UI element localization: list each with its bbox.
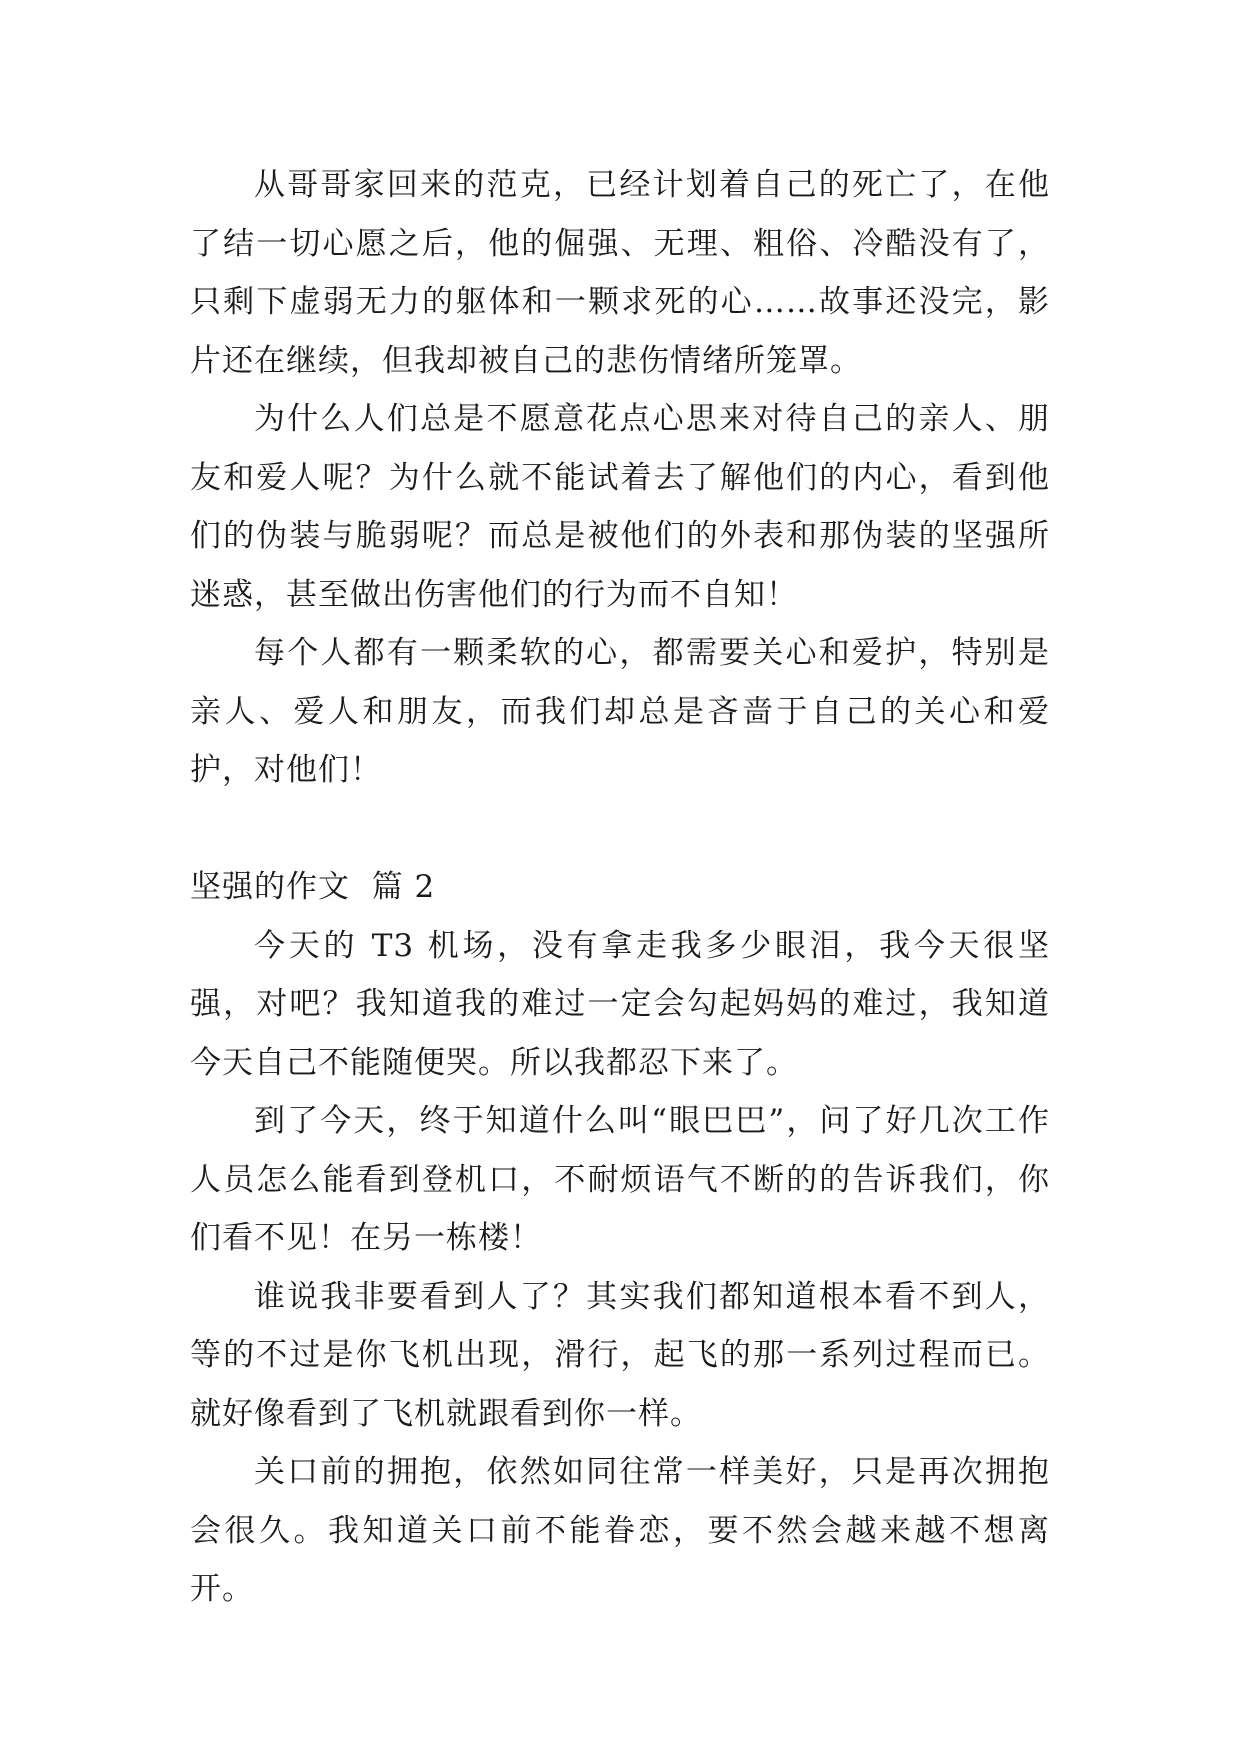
section-gap — [190, 800, 1050, 859]
paragraph: 到了今天，终于知道什么叫“眼巴巴”，问了好几次工作人员怎么能看到登机口，不耐烦语气不断的的告诉我们，你们看不见！在另一栋楼！ — [190, 1103, 1050, 1256]
section-title: 坚强的作文 篇 2 — [190, 869, 436, 905]
document-page — [190, 156, 1050, 1619]
paragraph: 每个人都有一颗柔软的心，都需要关心和爱护，特别是亲人、爱人和朋友，而我们却总是吝啬于自己的关心和爱护，对他们！ — [190, 635, 1050, 788]
paragraph: 关口前的拥抱，依然如同往常一样美好，只是再次拥抱会很久。我知道关口前不能眷恋，要不然会越来越不想离开。 — [190, 1454, 1050, 1607]
paragraph: 今天的 T3 机场，没有拿走我多少眼泪，我今天很坚强，对吧？我知道我的难过一定会勾起妈妈的难过，我知道今天自己不能随便哭。所以我都忍下来了。 — [190, 927, 1050, 1081]
paragraph: 谁说我非要看到人了？其实我们都知道根本看不到人，等的不过是你飞机出现，滑行，起飞的那一系列过程而已。就好像看到了飞机就跟看到你一样。 — [190, 1278, 1050, 1432]
paragraph: 从哥哥家回来的范克，已经计划着自己的死亡了，在他了结一切心愿之后，他的倔强、无理、粗俗、冷酷没有了，只剩下虚弱无力的躯体和一颗求死的心……故事还没完，影片还在继续，但我却被自己的悲伤情绪所笼罩。 — [190, 167, 1050, 379]
paragraph: 为什么人们总是不愿意花点心思来对待自己的亲人、朋友和爱人呢？为什么就不能试着去了解他们的内心，看到他们的伪装与脆弱呢？而总是被他们的外表和那伪装的坚强所迷惑，甚至做出伤害他们的行为而不自知！ — [190, 401, 1050, 613]
